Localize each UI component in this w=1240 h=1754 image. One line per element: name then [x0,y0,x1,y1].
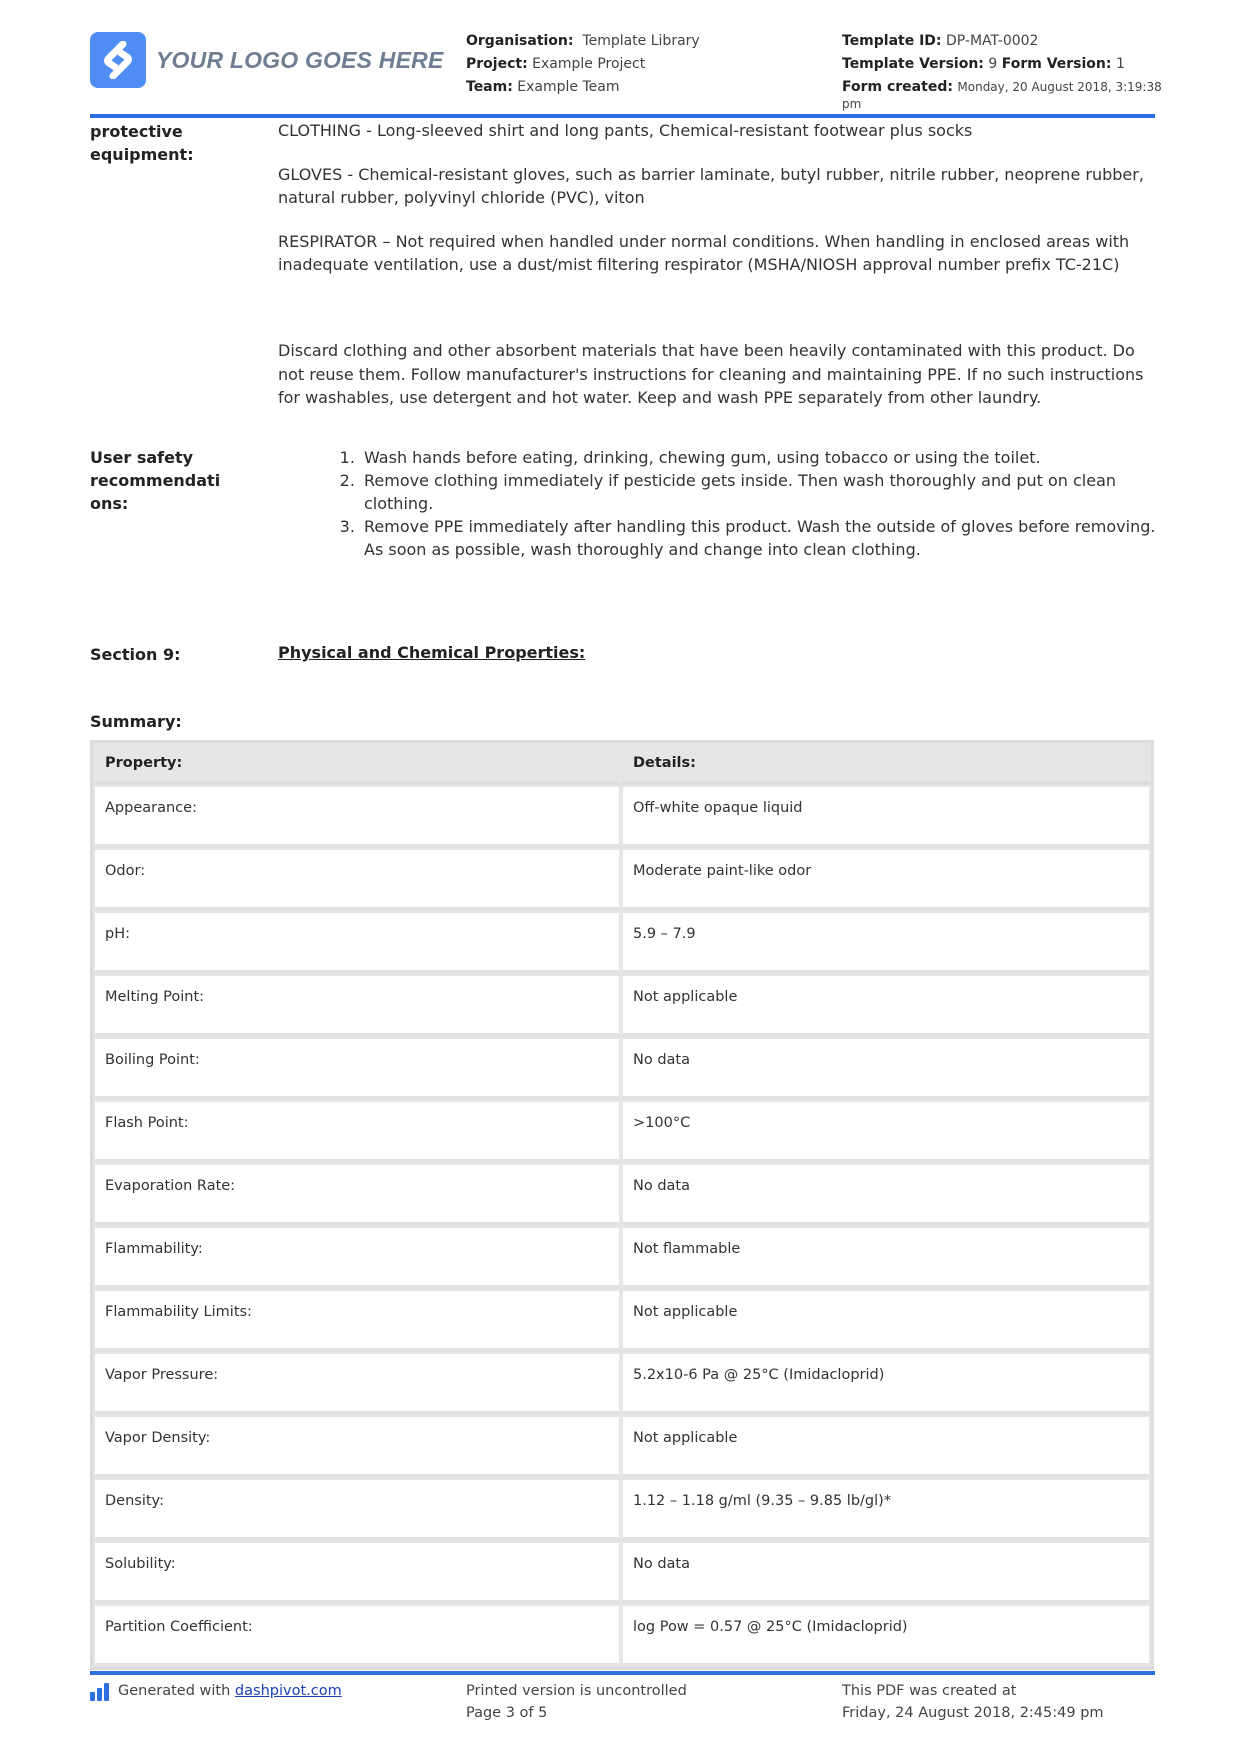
property-cell: Boiling Point: [93,1037,621,1100]
user-safety-item: 1. Wash hands before eating, drinking, chewing gum, using tobacco or using the toilet. [360,446,1158,469]
created-at-label: This PDF was created at [842,1683,1017,1699]
table-row [93,1415,1151,1478]
project-label: Project: [466,56,528,72]
table-row [93,785,1151,848]
team-label: Team: [466,79,513,95]
form-created-label: Form created: [842,79,953,95]
ppe-label: protective equipment: [90,122,194,164]
ppe-discard-text: Discard clothing and other absorbent materials that have been heavily contaminated with this product. Do not reuse them. Follow manufacturer's instructions for cleaning and maintaining PPE. If no such instructions for washables, use detergent and hot water. Keep and wash PPE separately from other laundry. [278,341,1144,407]
table-header-row [93,743,1151,785]
details-cell: 5.9 – 7.9 [621,911,1151,974]
form-created-value: Monday, 20 August 2018, 3:19:38 pm [842,80,1162,111]
header-meta-template [842,30,1162,113]
header-meta-project [466,30,806,99]
table-row [93,1226,1151,1289]
details-cell: No data [621,1163,1151,1226]
table-row [93,1100,1151,1163]
property-cell: Flash Point: [93,1100,621,1163]
property-cell: Flammability: [93,1226,621,1289]
form-version-value: 1 [1115,56,1125,72]
property-cell: Flammability Limits: [93,1289,621,1352]
logo-icon [90,32,146,88]
property-cell: Evaporation Rate: [93,1163,621,1226]
footer-created [842,1680,1104,1724]
property-cell: Partition Coefficient: [93,1604,621,1667]
table-row [93,1037,1151,1100]
details-cell: Not applicable [621,974,1151,1037]
footer-divider [90,1671,1155,1675]
details-cell: Not applicable [621,1415,1151,1478]
table-row [93,1163,1151,1226]
ppe-gloves: GLOVES - Chemical-resistant gloves, such as barrier laminate, butyl rubber, nitrile rubber, neoprene rubber, natural rubber, polyvinyl chloride (PVC), viton [278,164,1144,207]
details-cell: Not applicable [621,1289,1151,1352]
properties-table [90,740,1154,1670]
user-safety-list [338,446,1158,561]
property-cell: Appearance: [93,785,621,848]
header-divider [90,114,1155,118]
section-title: Physical and Chemical Properties: [278,643,586,662]
table-row [93,1289,1151,1352]
logo [90,32,444,88]
generated-with-text: Generated with [118,1683,231,1699]
form-version-label: Form Version: [1001,56,1112,72]
user-safety-item: 3. Remove PPE immediately after handling this product. Wash the outside of gloves before removing. As soon as possible, wash thoroughly and change into clean clothing. [360,515,1158,561]
property-cell: Odor: [93,848,621,911]
template-id-value: DP-MAT-0002 [945,33,1039,49]
dashpivot-link[interactable]: dashpivot.com [234,1683,342,1699]
table-row [93,1352,1151,1415]
property-cell: pH: [93,911,621,974]
ppe-clothing: CLOTHING - Long-sleeved shirt and long pants, Chemical-resistant footwear plus socks [278,121,973,140]
section-number: Section 9: [90,645,181,664]
table-row [93,1541,1151,1604]
template-version-label: Template Version: [842,56,984,72]
details-cell: Off-white opaque liquid [621,785,1151,848]
details-cell: Not flammable [621,1226,1151,1289]
property-cell: Solubility: [93,1541,621,1604]
user-safety-label: User safety recommendati ons: [90,448,221,513]
details-cell: 1.12 – 1.18 g/ml (9.35 – 9.85 lb/gl)* [621,1478,1151,1541]
footer-page-info [466,1680,687,1724]
dashpivot-logo-icon [90,1683,111,1701]
user-safety-item: 2. Remove clothing immediately if pesticide gets inside. Then wash thoroughly and put on clean clothing. [360,469,1158,515]
project-value: Example Project [532,56,646,72]
organisation-label: Organisation: [466,33,574,49]
page-number: Page 3 of 5 [466,1705,548,1721]
template-version-value: 9 [988,56,998,72]
ppe-discard [278,339,1158,430]
footer-generated [90,1680,342,1702]
uncontrolled-notice: Printed version is uncontrolled [466,1683,687,1699]
details-cell: Moderate paint-like odor [621,848,1151,911]
property-cell: Melting Point: [93,974,621,1037]
organisation-value: Template Library [582,33,700,49]
created-at-value: Friday, 24 August 2018, 2:45:49 pm [842,1705,1104,1721]
logo-text: YOUR LOGO GOES HERE [156,46,444,73]
summary-label: Summary: [90,712,182,731]
property-cell: Vapor Pressure: [93,1352,621,1415]
table-row [93,1604,1151,1667]
page-header [90,28,1162,118]
team-value: Example Team [517,79,620,95]
details-cell: >100°C [621,1100,1151,1163]
property-cell: Density: [93,1478,621,1541]
header-details: Details: [621,743,1151,785]
details-cell: log Pow = 0.57 @ 25°C (Imidacloprid) [621,1604,1151,1667]
table-row [93,1478,1151,1541]
details-cell: No data [621,1037,1151,1100]
details-cell: 5.2x10-6 Pa @ 25°C (Imidacloprid) [621,1352,1151,1415]
details-cell: No data [621,1541,1151,1604]
ppe-respirator: RESPIRATOR – Not required when handled under normal conditions. When handling in enclosed areas with inadequate ventilation, use a dust/mist filtering respirator (MSHA/NIOSH approval number prefix TC-21C) [278,231,1130,274]
ppe-content [278,119,1158,297]
table-row [93,848,1151,911]
table-row [93,974,1151,1037]
header-property: Property: [93,743,621,785]
template-id-label: Template ID: [842,33,942,49]
property-cell: Vapor Density: [93,1415,621,1478]
table-row [93,911,1151,974]
